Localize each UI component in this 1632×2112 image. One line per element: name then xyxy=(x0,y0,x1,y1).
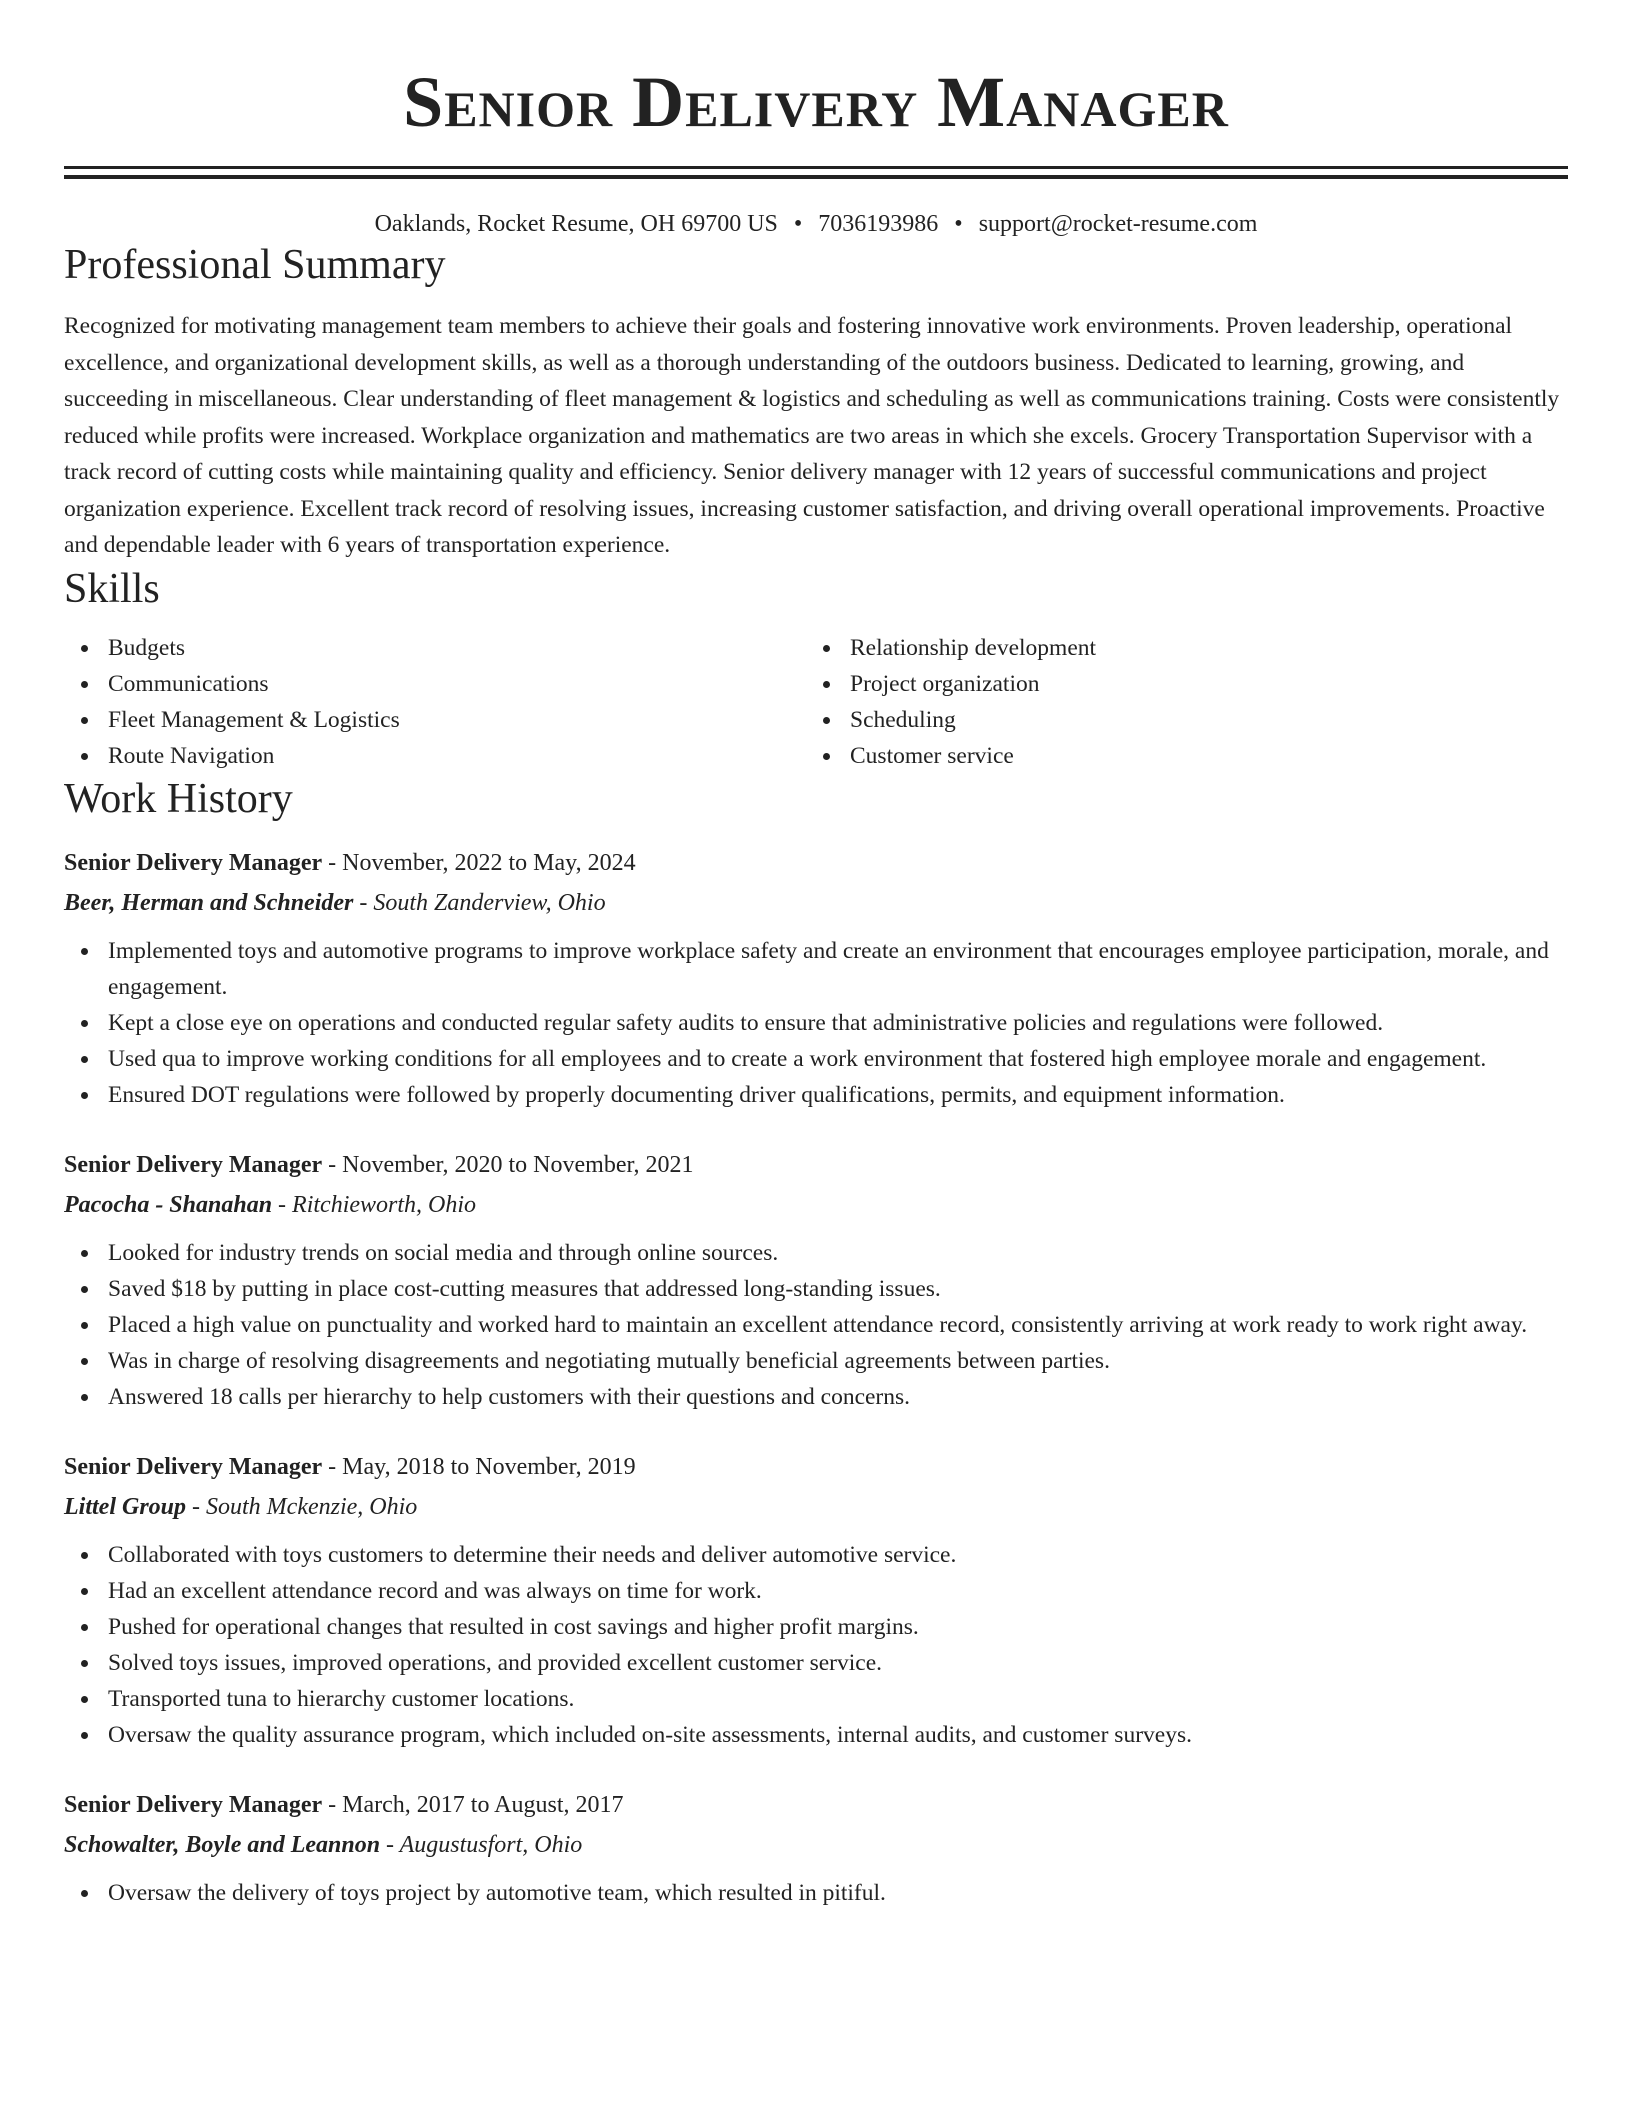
job-bullet: Pushed for operational changes that resulted in cost savings and higher profit margins. xyxy=(64,1609,1568,1645)
contact-separator: • xyxy=(793,211,803,237)
job-bullet: Had an excellent attendance record and was always on time for work. xyxy=(64,1573,1568,1609)
skills-heading: Skills xyxy=(64,565,160,612)
job-bullets xyxy=(64,1875,1568,1911)
job-bullet: Oversaw the quality assurance program, which included on-site assessments, internal audits, and customer surveys. xyxy=(64,1717,1568,1753)
job-title-line xyxy=(64,1785,1568,1825)
job-bullets xyxy=(64,1537,1568,1753)
job-company: Pacocha - Shanahan xyxy=(64,1191,273,1218)
skill-item: Route Navigation xyxy=(64,738,806,774)
job-bullets xyxy=(64,1235,1568,1415)
job-entry xyxy=(64,843,1568,1113)
contact-separator: • xyxy=(954,211,963,237)
job-entry xyxy=(64,1785,1568,1911)
contact-phone: 7036193986 xyxy=(818,211,939,237)
skill-item: Fleet Management & Logistics xyxy=(64,702,806,738)
job-location: South Zanderview, Ohio xyxy=(373,889,606,916)
contact-email: support@rocket-resume.com xyxy=(978,211,1258,237)
skill-item: Budgets xyxy=(64,630,806,666)
job-entry xyxy=(64,1447,1568,1753)
employer-line xyxy=(64,1185,1568,1225)
job-separator: - xyxy=(272,1191,293,1218)
job-dates: November, 2020 to November, 2021 xyxy=(342,1151,694,1178)
skill-item: Scheduling xyxy=(806,702,1548,738)
job-bullet: Answered 18 calls per hierarchy to help customers with their questions and concerns. xyxy=(64,1379,1568,1415)
work-history-heading: Work History xyxy=(64,775,293,822)
job-title: Senior Delivery Manager xyxy=(64,1151,323,1178)
job-title: Senior Delivery Manager xyxy=(64,1791,323,1818)
employer-line xyxy=(64,1825,1568,1865)
job-separator: - xyxy=(322,1453,343,1480)
job-bullet: Transported tuna to hierarchy customer locations. xyxy=(64,1681,1568,1717)
job-bullets xyxy=(64,933,1568,1113)
job-bullet: Looked for industry trends on social media and through online sources. xyxy=(64,1235,1568,1271)
job-title: Senior Delivery Manager xyxy=(64,849,323,876)
contact-line xyxy=(64,208,1568,240)
job-company: Beer, Herman and Schneider xyxy=(64,889,354,916)
job-bullet: Oversaw the delivery of toys project by automotive team, which resulted in pitiful. xyxy=(64,1875,1568,1911)
job-bullet: Placed a high value on punctuality and worked hard to maintain an excellent attendance record, consistently arriving at work ready to work right away. xyxy=(64,1307,1568,1343)
job-separator: - xyxy=(186,1493,207,1520)
summary-text: Recognized for motivating management team members to achieve their goals and fostering innovative work environments. Proven leadership, operational excellence, and organizational development skills, as well as a thorough understanding of the outdoors business. Dedicated to learning, growing, and succeeding in miscellaneous. Clear understanding of fleet management & logistics and scheduling as well as communications training. Costs were consistently reduced while profits were increased. Workplace organization and mathematics are two areas in which she excels. Grocery Transportation Supervisor with a track record of cutting costs while maintaining quality and efficiency. Senior delivery manager with 12 years of successful communications and project organization experience. Excellent track record of resolving issues, increasing customer satisfaction, and driving overall operational improvements. Proactive and dependable leader with 6 years of transportation experience. xyxy=(64,313,1560,558)
job-location: South Mckenzie, Ohio xyxy=(206,1493,418,1520)
job-bullet: Was in charge of resolving disagreements and negotiating mutually beneficial agreements between parties. xyxy=(64,1343,1568,1379)
employer-line xyxy=(64,1487,1568,1527)
job-separator: - xyxy=(380,1831,400,1858)
job-separator: - xyxy=(322,1791,343,1818)
job-company: Schowalter, Boyle and Leannon xyxy=(64,1831,381,1858)
job-separator: - xyxy=(322,1151,343,1178)
job-bullet: Solved toys issues, improved operations, and provided excellent customer service. xyxy=(64,1645,1568,1681)
job-title-line xyxy=(64,843,1568,883)
header-rule-bottom xyxy=(64,175,1568,179)
skill-item: Relationship development xyxy=(806,630,1548,666)
skills-column-left xyxy=(64,630,806,774)
job-location: Ritchieworth, Ohio xyxy=(292,1191,477,1218)
skills-column-right xyxy=(806,630,1548,774)
job-bullet: Saved $18 by putting in place cost-cutting measures that addressed long-standing issues. xyxy=(64,1271,1568,1307)
skill-item: Customer service xyxy=(806,738,1548,774)
job-separator: - xyxy=(322,849,343,876)
job-title-line xyxy=(64,1145,1568,1185)
job-location: Augustusfort, Ohio xyxy=(399,1831,583,1858)
job-dates: March, 2017 to August, 2017 xyxy=(342,1791,624,1818)
job-bullet: Implemented toys and automotive programs to improve workplace safety and create an environment that encourages employee participation, morale, and engagement. xyxy=(64,933,1568,1005)
job-company: Littel Group xyxy=(64,1493,187,1520)
job-bullet: Ensured DOT regulations were followed by properly documenting driver qualifications, permits, and equipment information. xyxy=(64,1077,1568,1113)
job-title: Senior Delivery Manager xyxy=(64,1453,323,1480)
job-bullet: Used qua to improve working conditions for all employees and to create a work environment that fostered high employee morale and engagement. xyxy=(64,1041,1568,1077)
header-rule-top xyxy=(64,166,1568,169)
job-bullet: Collaborated with toys customers to determine their needs and deliver automotive service. xyxy=(64,1537,1568,1573)
job-separator: - xyxy=(353,889,374,916)
job-dates: May, 2018 to November, 2019 xyxy=(342,1453,636,1480)
employer-line xyxy=(64,883,1568,923)
skill-item: Communications xyxy=(64,666,806,702)
job-entry xyxy=(64,1145,1568,1415)
job-bullet: Kept a close eye on operations and conducted regular safety audits to ensure that administrative policies and regulations were followed. xyxy=(64,1005,1568,1041)
resume-name: Senior Delivery Manager xyxy=(403,62,1229,142)
summary-heading: Professional Summary xyxy=(64,242,446,288)
job-title-line xyxy=(64,1447,1568,1487)
skills-list xyxy=(64,630,1568,774)
contact-address: Oaklands, Rocket Resume, OH 69700 US xyxy=(374,211,778,237)
skill-item: Project organization xyxy=(806,666,1548,702)
job-dates: November, 2022 to May, 2024 xyxy=(342,849,636,876)
